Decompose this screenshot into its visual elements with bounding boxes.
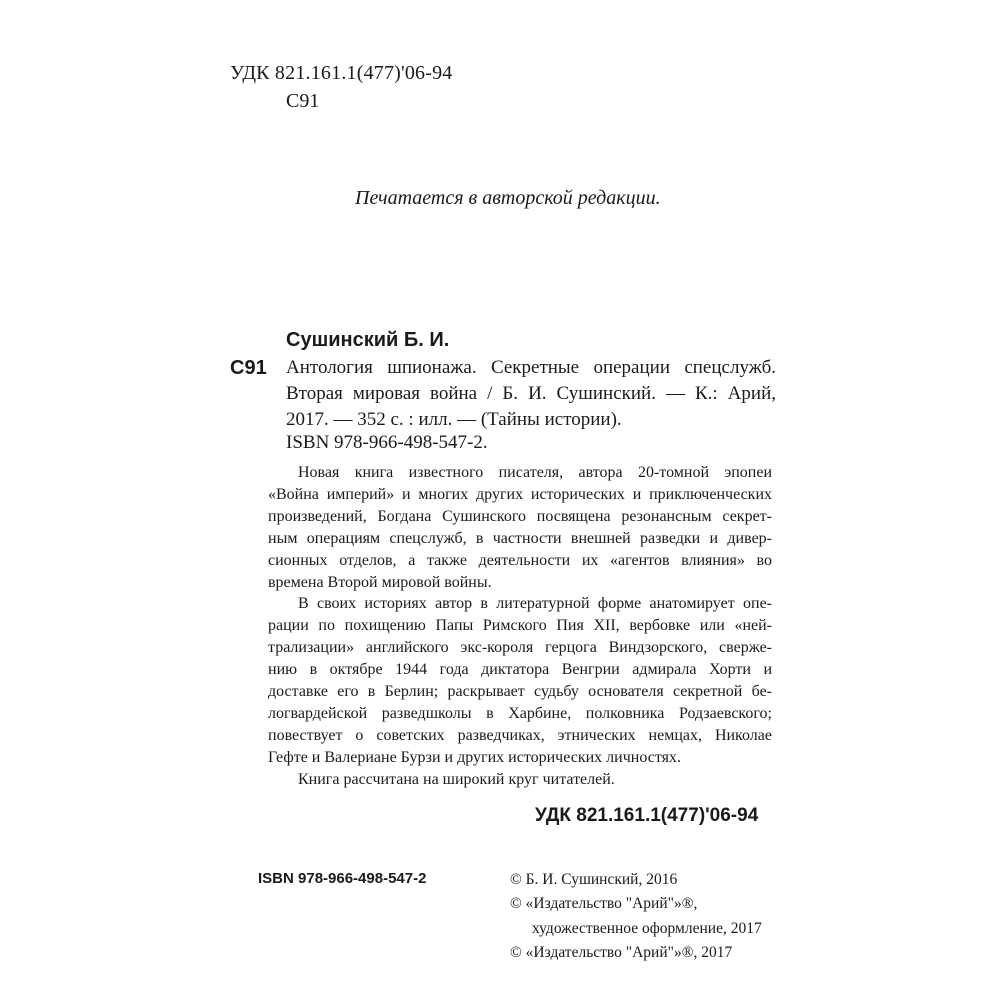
udk-header: УДК 821.161.1(477)'06-94	[230, 62, 453, 84]
copyright-line: © «Издательство "Арий"»®, 2017	[510, 943, 733, 961]
catalog-isbn: ISBN 978-966-498-547-2.	[286, 432, 488, 453]
catalog-author-sign: С91	[230, 357, 267, 379]
bib-line: Вторая мировая война / Б. И. Сушинский. — К.: Арий,	[286, 383, 776, 404]
annotation-line: Новая книга известного писателя, автора 20-томной эпопеи	[298, 464, 772, 481]
author-sign-header: С91	[286, 90, 320, 112]
annotation-line: рации по похищению Папы Римского Пия XII, вербовке или «ней-	[268, 617, 772, 635]
copyright-line: художественное оформление, 2017	[532, 919, 762, 937]
copyright-line: © Б. И. Сушинский, 2016	[510, 871, 678, 888]
copyright-line: © «Издательство "Арий"»®,	[510, 895, 698, 913]
bib-line: 2017. — 352 с. : илл. — (Тайны истории).	[286, 409, 622, 430]
isbn-footer: ISBN 978-966-498-547-2	[258, 870, 427, 887]
annotation-line: ным операциям спецслужб, в частности внешней разведки и дивер-	[268, 529, 772, 547]
copyright-block	[510, 868, 762, 965]
annotation-line: «Война империй» и многих других исторических и приключенческих	[268, 485, 772, 503]
annotation-line: времена Второй мировой войны.	[268, 573, 492, 591]
annotation-line: нию в октябре 1944 года диктатора Венгрии адмирала Хорти и	[268, 661, 772, 679]
annotation-line: логвардейской разведшколы в Харбине, полковника Родзаевского;	[268, 704, 772, 722]
annotation-line: В своих историях автор в литературной форме анатомирует опе-	[298, 595, 772, 613]
udk-footer: УДК 821.161.1(477)'06-94	[535, 805, 759, 826]
editorial-note: Печатается в авторской редакции.	[355, 187, 661, 209]
bibliographic-description	[286, 355, 776, 433]
annotation-line: Книга рассчитана на широкий круг читателей.	[298, 770, 615, 788]
annotation-line: произведений, Богдана Сушинского посвящена резонансным секрет-	[268, 507, 772, 525]
catalog-author: Сушинский Б. И.	[286, 329, 450, 351]
annotation-line: трализации» английского экс-короля герцога Виндзорского, сверже-	[268, 639, 772, 657]
annotation-line: сионных отделов, а также деятельности их «агентов влияния» во	[268, 551, 772, 569]
annotation	[268, 462, 772, 791]
annotation-line: повествует о советских разведчиках, этнических немцах, Николае	[268, 726, 772, 744]
bib-line: Антология шпионажа. Секретные операции спецслужб.	[286, 357, 776, 378]
annotation-line: Гефте и Валериане Бурзи и других исторических личностях.	[268, 748, 681, 766]
annotation-line: доставке его в Берлин; раскрывает судьбу основателя секретной бе-	[268, 683, 772, 701]
